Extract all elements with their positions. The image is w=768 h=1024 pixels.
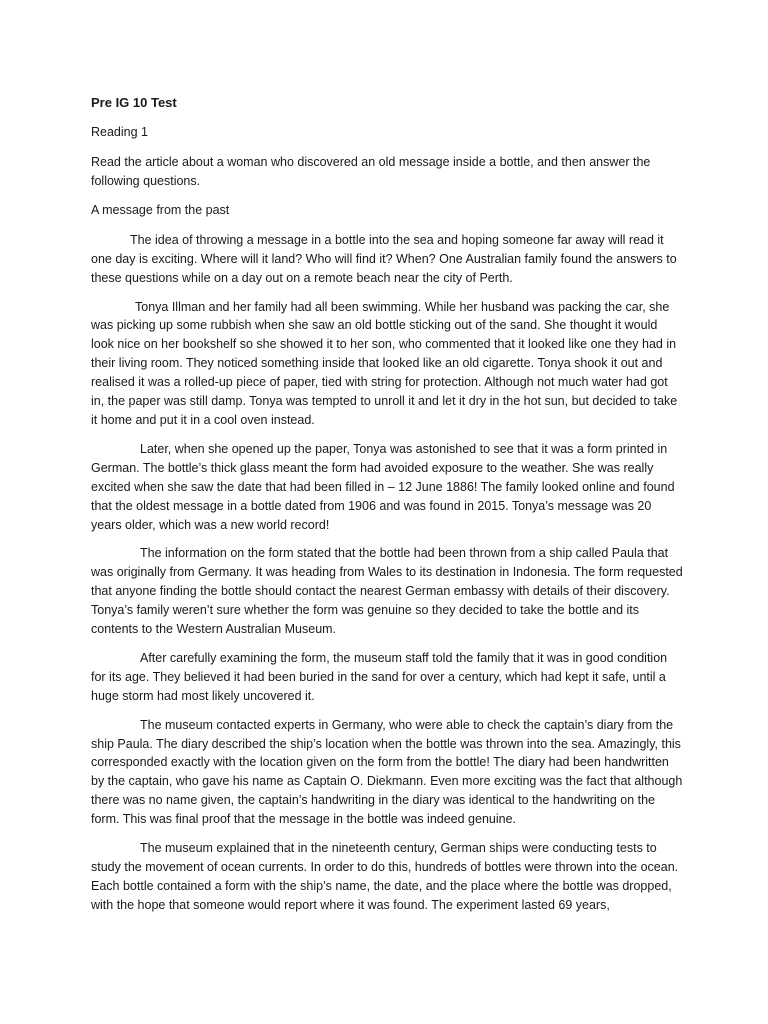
- section-heading: Reading 1: [91, 125, 148, 139]
- article-title: A message from the past: [91, 202, 230, 217]
- instructions-text: Read the article about a woman who discovered an old message inside a bottle, and then answer the following questions.: [91, 155, 651, 188]
- article-paragraph-4: The information on the form stated that the bottle had been thrown from a ship called Paula that was originally from Germany. It was heading from Wales to its destination in Indonesia. The form requested that anyone finding the bottle should contact the nearest German embassy with details of their discovery. Tonya’s family weren’t sure whether the form was genuine so they decided to take the bottle and its contents to the Western Australian Museum.: [91, 546, 683, 637]
- document-title: Pre IG 10 Test: [91, 95, 177, 110]
- article-paragraph-6: The museum contacted experts in Germany, who were able to check the captain’s diary from the ship Paula. The diary described the ship’s location when the bottle was thrown into the sea. Amazingly, this corresponded exactly with the location given on the form from the bottle! The diary had been handwritten by the captain, who gave his name as Captain O. Diekmann. Even more exciting was the fact that although there was no name given, the captain’s handwriting in the diary was identical to the handwriting on the form. This was final proof that the message in the bottle was indeed genuine.: [91, 717, 683, 827]
- article-paragraph-5: After carefully examining the form, the museum staff told the family that it was in good condition for its age. They believed it had been buried in the sand for over a century, which had kept it safe, until a huge storm had most likely uncovered it.: [91, 650, 668, 703]
- article-paragraph-2: Tonya Illman and her family had all been swimming. While her husband was packing the car, she was picking up some rubbish when she saw an old bottle sticking out of the sand. She thought it would look nice on her bookshelf so she showed it to her son, who commented that it looked like one they had in their living room. They noticed something inside that looked like an old cigarette. Tonya shook it out and realised it was a rolled-up piece of paper, tied with string for protection. Although not much water had got in, the paper was still damp. Tonya was tempted to unroll it and let it dry in the hot sun, but decided to take it home and put it in a cool oven instead.: [91, 299, 678, 427]
- article-paragraph-7: The museum explained that in the nineteenth century, German ships were conducting tests to study the movement of ocean currents. In order to do this, hundreds of bottles were thrown into the ocean. Each bottle contained a form with the ship’s name, the date, and the place where the bottle was dropped, with the hope that someone would report where it was found. The experiment lasted 69 years,: [91, 841, 679, 912]
- article-paragraph-3: Later, when she opened up the paper, Tonya was astonished to see that it was a form printed in German. The bottle’s thick glass meant the form had avoided exposure to the weather. She was really excited when she saw the date that had been filled in – 12 June 1886! The family looked online and found that the oldest message in a bottle dated from 1906 and was found in 2015. Tonya’s message was 20 years older, which was a new world record!: [91, 441, 675, 532]
- document-page: [91, 94, 683, 925]
- article-paragraph-1: The idea of throwing a message in a bottle into the sea and hoping someone far away will read it one day is exciting. Where will it land? Who will find it? When? One Australian family found the answers to these questions while on a day out on a remote beach near the city of Perth.: [91, 232, 677, 285]
